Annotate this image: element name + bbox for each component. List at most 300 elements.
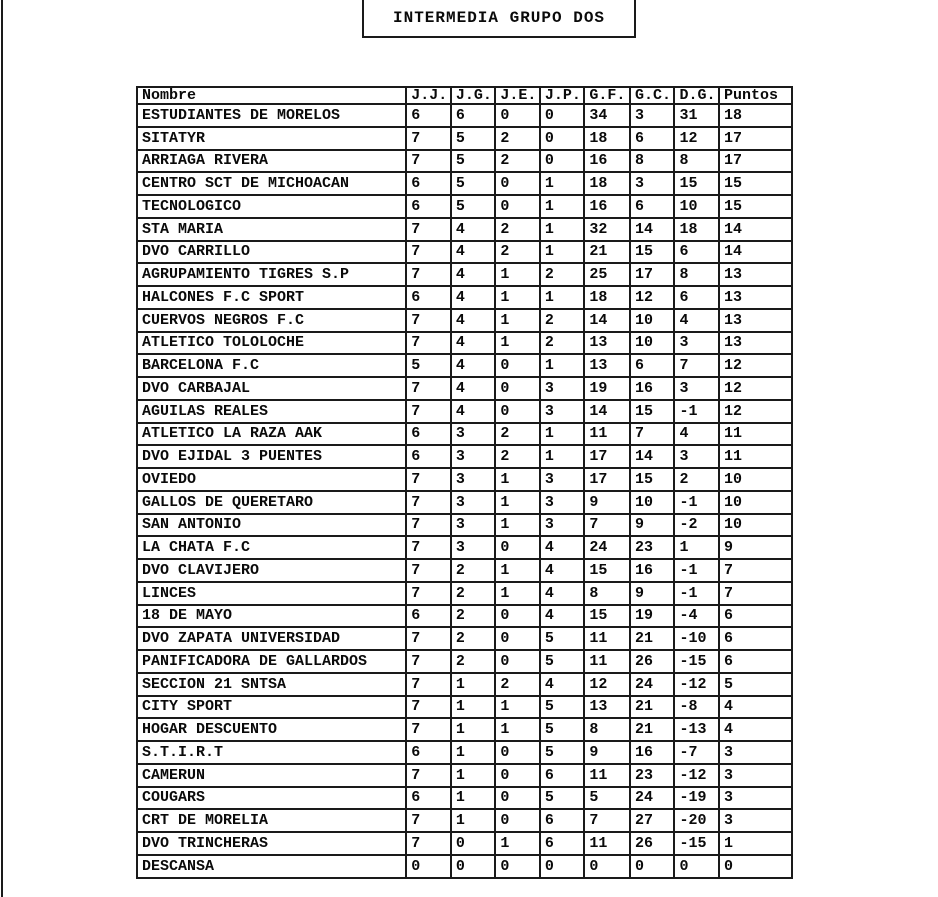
stat-cell: 2 — [540, 309, 585, 332]
stat-cell: 1 — [451, 718, 496, 741]
stat-cell: 11 — [584, 832, 630, 855]
stat-cell: 4 — [719, 696, 792, 719]
stat-cell: 11 — [584, 423, 630, 446]
table-row — [137, 400, 792, 423]
stat-cell: 7 — [406, 696, 451, 719]
team-name-cell: LA CHATA F.C — [137, 536, 406, 559]
stat-cell: 5 — [540, 650, 585, 673]
stat-cell: 7 — [406, 673, 451, 696]
stat-cell: 3 — [451, 423, 496, 446]
stat-cell: 2 — [495, 241, 540, 264]
stat-cell: 18 — [584, 286, 630, 309]
stat-cell: 3 — [630, 104, 675, 127]
stat-cell: 14 — [584, 400, 630, 423]
stat-cell: 2 — [495, 127, 540, 150]
stat-cell: 3 — [451, 468, 496, 491]
stat-cell: 1 — [495, 468, 540, 491]
stat-cell: 3 — [674, 377, 719, 400]
stat-cell: 4 — [451, 309, 496, 332]
stat-cell: 7 — [406, 627, 451, 650]
stat-cell: 14 — [630, 218, 675, 241]
stat-cell: 1 — [540, 286, 585, 309]
stat-cell: 7 — [406, 332, 451, 355]
stat-cell: 1 — [495, 286, 540, 309]
stat-cell: 2 — [495, 218, 540, 241]
table-row — [137, 673, 792, 696]
stat-cell: 4 — [540, 605, 585, 628]
stat-cell: 31 — [674, 104, 719, 127]
stat-cell: 18 — [674, 218, 719, 241]
table-row — [137, 605, 792, 628]
stat-cell: 17 — [719, 150, 792, 173]
stat-cell: 4 — [451, 332, 496, 355]
stat-cell: 1 — [495, 263, 540, 286]
stat-cell: 15 — [630, 241, 675, 264]
header-row — [137, 87, 792, 104]
stat-cell: 4 — [540, 582, 585, 605]
stat-cell: 3 — [540, 514, 585, 537]
team-name-cell: ESTUDIANTES DE MORELOS — [137, 104, 406, 127]
table-row — [137, 241, 792, 264]
stat-cell: -12 — [674, 673, 719, 696]
stat-cell: 6 — [406, 741, 451, 764]
stat-cell: -13 — [674, 718, 719, 741]
stat-cell: 19 — [630, 605, 675, 628]
stat-cell: 0 — [495, 855, 540, 878]
column-header-d-g: D.G. — [674, 87, 719, 104]
stat-cell: 2 — [451, 559, 496, 582]
stat-cell: 7 — [674, 354, 719, 377]
team-name-cell: AGRUPAMIENTO TIGRES S.P — [137, 263, 406, 286]
stat-cell: 3 — [540, 377, 585, 400]
stat-cell: 24 — [630, 673, 675, 696]
stat-cell: 26 — [630, 832, 675, 855]
stat-cell: 0 — [495, 195, 540, 218]
stat-cell: 5 — [540, 741, 585, 764]
stat-cell: 2 — [674, 468, 719, 491]
table-row — [137, 650, 792, 673]
stat-cell: 3 — [540, 468, 585, 491]
stat-cell: 0 — [495, 787, 540, 810]
stat-cell: 1 — [540, 423, 585, 446]
team-name-cell: ARRIAGA RIVERA — [137, 150, 406, 173]
team-name-cell: CRT DE MORELIA — [137, 809, 406, 832]
stat-cell: 13 — [719, 263, 792, 286]
stat-cell: 15 — [584, 605, 630, 628]
team-name-cell: DVO CARBAJAL — [137, 377, 406, 400]
stat-cell: 1 — [451, 809, 496, 832]
stat-cell: 7 — [406, 309, 451, 332]
page-title: INTERMEDIA GRUPO DOS — [392, 8, 606, 27]
stat-cell: 0 — [495, 650, 540, 673]
team-name-cell: AGUILAS REALES — [137, 400, 406, 423]
stat-cell: 1 — [719, 832, 792, 855]
stat-cell: 6 — [406, 286, 451, 309]
stat-cell: 15 — [674, 172, 719, 195]
table-row — [137, 491, 792, 514]
stat-cell: 7 — [406, 377, 451, 400]
team-name-cell: HOGAR DESCUENTO — [137, 718, 406, 741]
stat-cell: 19 — [584, 377, 630, 400]
stat-cell: 16 — [630, 559, 675, 582]
stat-cell: 0 — [495, 104, 540, 127]
stat-cell: 11 — [719, 445, 792, 468]
stat-cell: -15 — [674, 650, 719, 673]
title-box — [362, 0, 636, 38]
stat-cell: 7 — [406, 809, 451, 832]
stat-cell: 15 — [584, 559, 630, 582]
stat-cell: 1 — [495, 491, 540, 514]
stat-cell: 1 — [451, 741, 496, 764]
stat-cell: 10 — [719, 514, 792, 537]
stat-cell: 1 — [540, 354, 585, 377]
stat-cell: 2 — [540, 332, 585, 355]
stat-cell: 4 — [451, 400, 496, 423]
table-row — [137, 445, 792, 468]
stat-cell: 18 — [584, 172, 630, 195]
stat-cell: 6 — [630, 127, 675, 150]
stat-cell: 9 — [584, 741, 630, 764]
stat-cell: 27 — [630, 809, 675, 832]
column-header-j-e: J.E. — [495, 87, 540, 104]
stat-cell: 3 — [540, 400, 585, 423]
stat-cell: 12 — [719, 354, 792, 377]
stat-cell: 21 — [584, 241, 630, 264]
stat-cell: 9 — [584, 491, 630, 514]
team-name-cell: HALCONES F.C SPORT — [137, 286, 406, 309]
stat-cell: 2 — [495, 423, 540, 446]
stat-cell: 12 — [630, 286, 675, 309]
table-row — [137, 764, 792, 787]
stat-cell: 2 — [451, 582, 496, 605]
stat-cell: 6 — [540, 809, 585, 832]
stat-cell: 21 — [630, 696, 675, 719]
stat-cell: 0 — [674, 855, 719, 878]
column-header-j-g: J.G. — [451, 87, 496, 104]
stat-cell: 2 — [495, 673, 540, 696]
stat-cell: 5 — [540, 718, 585, 741]
stat-cell: 7 — [719, 582, 792, 605]
stat-cell: 6 — [674, 286, 719, 309]
stat-cell: 32 — [584, 218, 630, 241]
stat-cell: 1 — [540, 172, 585, 195]
stat-cell: 14 — [630, 445, 675, 468]
stat-cell: 4 — [451, 218, 496, 241]
stat-cell: 17 — [584, 445, 630, 468]
stat-cell: 3 — [451, 536, 496, 559]
stat-cell: -20 — [674, 809, 719, 832]
stat-cell: 7 — [406, 559, 451, 582]
standings-table — [136, 86, 793, 879]
stat-cell: 7 — [406, 650, 451, 673]
stat-cell: 14 — [719, 218, 792, 241]
stat-cell: -8 — [674, 696, 719, 719]
team-name-cell: STA MARIA — [137, 218, 406, 241]
stat-cell: 11 — [584, 650, 630, 673]
stat-cell: 8 — [584, 582, 630, 605]
table-row — [137, 377, 792, 400]
stat-cell: 16 — [584, 195, 630, 218]
stat-cell: 3 — [630, 172, 675, 195]
stat-cell: 4 — [451, 263, 496, 286]
stat-cell: 4 — [451, 241, 496, 264]
stat-cell: 6 — [719, 650, 792, 673]
stat-cell: 7 — [584, 514, 630, 537]
stat-cell: 6 — [630, 195, 675, 218]
stat-cell: 3 — [451, 445, 496, 468]
table-row — [137, 559, 792, 582]
stat-cell: 1 — [495, 559, 540, 582]
team-name-cell: SECCION 21 SNTSA — [137, 673, 406, 696]
team-name-cell: SAN ANTONIO — [137, 514, 406, 537]
stat-cell: 34 — [584, 104, 630, 127]
stat-cell: 14 — [584, 309, 630, 332]
stat-cell: 9 — [630, 582, 675, 605]
table-row — [137, 514, 792, 537]
table-row — [137, 832, 792, 855]
stat-cell: 7 — [406, 718, 451, 741]
stat-cell: 6 — [540, 832, 585, 855]
stat-cell: 10 — [674, 195, 719, 218]
team-name-cell: PANIFICADORA DE GALLARDOS — [137, 650, 406, 673]
stat-cell: 0 — [495, 627, 540, 650]
stat-cell: 16 — [630, 377, 675, 400]
stat-cell: 4 — [719, 718, 792, 741]
table-row — [137, 468, 792, 491]
stat-cell: 0 — [719, 855, 792, 878]
team-name-cell: DVO CLAVIJERO — [137, 559, 406, 582]
stat-cell: 13 — [719, 309, 792, 332]
stat-cell: 6 — [406, 104, 451, 127]
stat-cell: 2 — [495, 150, 540, 173]
stat-cell: 3 — [719, 764, 792, 787]
stat-cell: 7 — [406, 468, 451, 491]
stat-cell: 6 — [451, 104, 496, 127]
team-name-cell: SITATYR — [137, 127, 406, 150]
stat-cell: 23 — [630, 536, 675, 559]
stat-cell: 0 — [630, 855, 675, 878]
stat-cell: 3 — [674, 332, 719, 355]
stat-cell: 1 — [540, 241, 585, 264]
table-row — [137, 787, 792, 810]
stat-cell: 0 — [540, 127, 585, 150]
stat-cell: 8 — [674, 263, 719, 286]
stat-cell: -19 — [674, 787, 719, 810]
stat-cell: 7 — [719, 559, 792, 582]
stat-cell: -2 — [674, 514, 719, 537]
stat-cell: 3 — [451, 514, 496, 537]
stat-cell: 8 — [584, 718, 630, 741]
stat-cell: 1 — [540, 195, 585, 218]
stat-cell: 1 — [495, 514, 540, 537]
column-header-g-c: G.C. — [630, 87, 675, 104]
stat-cell: 12 — [584, 673, 630, 696]
stat-cell: 2 — [451, 650, 496, 673]
table-row — [137, 150, 792, 173]
stat-cell: 0 — [584, 855, 630, 878]
stat-cell: 5 — [451, 150, 496, 173]
stat-cell: 1 — [451, 787, 496, 810]
stat-cell: 3 — [719, 741, 792, 764]
stat-cell: -1 — [674, 491, 719, 514]
stat-cell: 2 — [451, 605, 496, 628]
stat-cell: 17 — [584, 468, 630, 491]
stat-cell: 6 — [406, 605, 451, 628]
stat-cell: 17 — [630, 263, 675, 286]
stat-cell: 9 — [719, 536, 792, 559]
page-left-border — [1, 0, 3, 897]
stat-cell: 15 — [719, 172, 792, 195]
table-row — [137, 809, 792, 832]
stat-cell: 0 — [451, 855, 496, 878]
table-row — [137, 286, 792, 309]
team-name-cell: CUERVOS NEGROS F.C — [137, 309, 406, 332]
stat-cell: 10 — [630, 332, 675, 355]
stat-cell: 5 — [540, 696, 585, 719]
stat-cell: 12 — [719, 400, 792, 423]
stat-cell: 6 — [540, 764, 585, 787]
stat-cell: 2 — [540, 263, 585, 286]
team-name-cell: DESCANSA — [137, 855, 406, 878]
stat-cell: 1 — [451, 696, 496, 719]
team-name-cell: CENTRO SCT DE MICHOACAN — [137, 172, 406, 195]
stat-cell: 4 — [451, 354, 496, 377]
stat-cell: 24 — [630, 787, 675, 810]
stat-cell: 7 — [406, 263, 451, 286]
stat-cell: 26 — [630, 650, 675, 673]
stat-cell: 7 — [406, 764, 451, 787]
stat-cell: -7 — [674, 741, 719, 764]
stat-cell: 7 — [406, 241, 451, 264]
team-name-cell: ATLETICO LA RAZA AAK — [137, 423, 406, 446]
stat-cell: 0 — [495, 400, 540, 423]
stat-cell: 24 — [584, 536, 630, 559]
column-header-puntos: Puntos — [719, 87, 792, 104]
stat-cell: 18 — [584, 127, 630, 150]
stat-cell: 1 — [495, 332, 540, 355]
stat-cell: 4 — [451, 286, 496, 309]
team-name-cell: COUGARS — [137, 787, 406, 810]
stat-cell: 1 — [495, 832, 540, 855]
team-name-cell: BARCELONA F.C — [137, 354, 406, 377]
table-row — [137, 536, 792, 559]
stat-cell: 15 — [719, 195, 792, 218]
stat-cell: 13 — [584, 696, 630, 719]
stat-cell: 15 — [630, 468, 675, 491]
stat-cell: 7 — [406, 536, 451, 559]
stat-cell: 23 — [630, 764, 675, 787]
stat-cell: 4 — [451, 377, 496, 400]
table-row — [137, 332, 792, 355]
stat-cell: 12 — [674, 127, 719, 150]
stat-cell: 13 — [584, 332, 630, 355]
stat-cell: 0 — [495, 741, 540, 764]
team-name-cell: TECNOLOGICO — [137, 195, 406, 218]
team-name-cell: GALLOS DE QUERETARO — [137, 491, 406, 514]
stat-cell: 17 — [719, 127, 792, 150]
stat-cell: 0 — [495, 605, 540, 628]
stat-cell: 7 — [584, 809, 630, 832]
table-row — [137, 354, 792, 377]
stat-cell: 1 — [540, 218, 585, 241]
stat-cell: 5 — [719, 673, 792, 696]
stat-cell: -4 — [674, 605, 719, 628]
stat-cell: 1 — [495, 718, 540, 741]
stat-cell: 8 — [630, 150, 675, 173]
stat-cell: 4 — [540, 536, 585, 559]
stat-cell: 5 — [540, 627, 585, 650]
stat-cell: 6 — [719, 605, 792, 628]
stat-cell: 2 — [495, 445, 540, 468]
stat-cell: 6 — [406, 172, 451, 195]
stat-cell: 5 — [451, 172, 496, 195]
stat-cell: 10 — [719, 491, 792, 514]
stat-cell: 7 — [406, 832, 451, 855]
stat-cell: -1 — [674, 582, 719, 605]
table-row — [137, 855, 792, 878]
stat-cell: 6 — [630, 354, 675, 377]
stat-cell: 10 — [630, 491, 675, 514]
stat-cell: 1 — [674, 536, 719, 559]
team-name-cell: DVO CARRILLO — [137, 241, 406, 264]
stat-cell: 1 — [495, 696, 540, 719]
stat-cell: 7 — [406, 514, 451, 537]
table-row — [137, 218, 792, 241]
stat-cell: 3 — [719, 787, 792, 810]
table-body — [137, 104, 792, 878]
table-row — [137, 127, 792, 150]
team-name-cell: S.T.I.R.T — [137, 741, 406, 764]
stat-cell: 3 — [674, 445, 719, 468]
stat-cell: 5 — [451, 127, 496, 150]
stat-cell: -1 — [674, 559, 719, 582]
column-header-nombre: Nombre — [137, 87, 406, 104]
stat-cell: 0 — [406, 855, 451, 878]
stat-cell: 10 — [630, 309, 675, 332]
column-header-j-p: J.P. — [540, 87, 585, 104]
stat-cell: 0 — [540, 150, 585, 173]
stat-cell: 7 — [406, 582, 451, 605]
stat-cell: 5 — [584, 787, 630, 810]
table-row — [137, 263, 792, 286]
stat-cell: -10 — [674, 627, 719, 650]
stat-cell: 13 — [719, 332, 792, 355]
stat-cell: 0 — [495, 172, 540, 195]
table-row — [137, 172, 792, 195]
stat-cell: 9 — [630, 514, 675, 537]
stat-cell: 4 — [674, 309, 719, 332]
stat-cell: 11 — [584, 764, 630, 787]
stat-cell: 3 — [451, 491, 496, 514]
stat-cell: -15 — [674, 832, 719, 855]
stat-cell: 11 — [584, 627, 630, 650]
stat-cell: 0 — [540, 855, 585, 878]
stat-cell: 3 — [540, 491, 585, 514]
stat-cell: 0 — [495, 764, 540, 787]
team-name-cell: DVO TRINCHERAS — [137, 832, 406, 855]
stat-cell: 12 — [719, 377, 792, 400]
stat-cell: 25 — [584, 263, 630, 286]
stat-cell: 7 — [406, 491, 451, 514]
team-name-cell: DVO ZAPATA UNIVERSIDAD — [137, 627, 406, 650]
stat-cell: 16 — [630, 741, 675, 764]
stat-cell: 1 — [495, 309, 540, 332]
table-row — [137, 582, 792, 605]
stat-cell: 15 — [630, 400, 675, 423]
column-header-j-j: J.J. — [406, 87, 451, 104]
stat-cell: 6 — [674, 241, 719, 264]
stat-cell: 14 — [719, 241, 792, 264]
